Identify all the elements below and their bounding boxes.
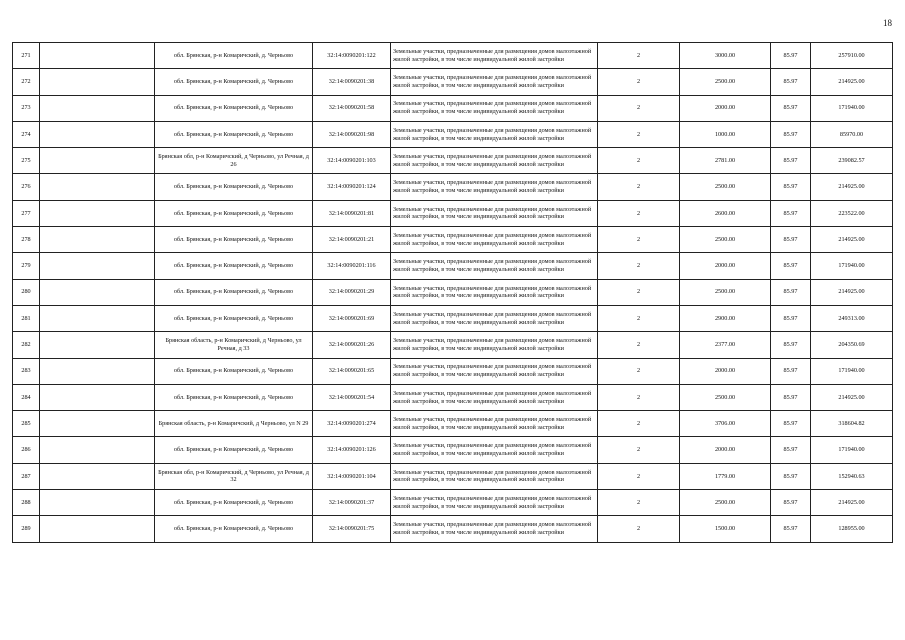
area-cell: 2500.00 (680, 227, 771, 253)
row-number-cell: 284 (13, 384, 40, 410)
address-cell: обл. Брянская, р-н Комаричский, д. Черньово (155, 174, 313, 200)
permitted-use-cell: Земельные участки, предназначенные для размещения домов малоэтажной жилой застройки, в том числе индивидуальной жилой застройки (391, 516, 598, 542)
category-cell: 2 (598, 200, 680, 226)
area-cell: 1779.00 (680, 463, 771, 489)
area-cell: 2500.00 (680, 490, 771, 516)
rate-cell: 85.97 (771, 174, 811, 200)
cadastral-value-cell: 249313.00 (811, 305, 893, 331)
table-row (13, 437, 893, 463)
rate-cell: 85.97 (771, 95, 811, 121)
rate-cell: 85.97 (771, 279, 811, 305)
permitted-use-cell: Земельные участки, предназначенные для размещения домов малоэтажной жилой застройки, в том числе индивидуальной жилой застройки (391, 384, 598, 410)
row-number-cell: 288 (13, 490, 40, 516)
table-row (13, 148, 893, 174)
cadastral-number-cell: 32:14:0090201:37 (313, 490, 391, 516)
permitted-use-cell: Земельные участки, предназначенные для размещения домов малоэтажной жилой застройки, в том числе индивидуальной жилой застройки (391, 332, 598, 358)
address-cell: обл. Брянская, р-н Комаричский, д. Черньово (155, 121, 313, 147)
category-cell: 2 (598, 148, 680, 174)
cadastral-value-cell: 214925.00 (811, 490, 893, 516)
cadastral-number-cell: 32:14:0090201:81 (313, 200, 391, 226)
permitted-use-cell: Земельные участки, предназначенные для размещения домов малоэтажной жилой застройки, в том числе индивидуальной жилой застройки (391, 305, 598, 331)
cadastral-value-cell: 204350.69 (811, 332, 893, 358)
row-number-cell: 282 (13, 332, 40, 358)
area-cell: 2000.00 (680, 437, 771, 463)
rate-cell: 85.97 (771, 148, 811, 174)
address-cell: обл. Брянская, р-н Комаричский, д. Черньово (155, 43, 313, 69)
cadastral-number-cell: 32:14:0090201:116 (313, 253, 391, 279)
cadastral-number-cell: 32:14:0090201:126 (313, 437, 391, 463)
address-cell: Брянская область, р-н Комаричский, д Черньово, ул N 29 (155, 411, 313, 437)
rate-cell: 85.97 (771, 69, 811, 95)
empty-cell (40, 384, 155, 410)
cadastral-number-cell: 32:14:0090201:38 (313, 69, 391, 95)
row-number-cell: 278 (13, 227, 40, 253)
cadastral-number-cell: 32:14:0090201:103 (313, 148, 391, 174)
area-cell: 2000.00 (680, 95, 771, 121)
empty-cell (40, 516, 155, 542)
cadastral-number-cell: 32:14:0090201:26 (313, 332, 391, 358)
area-cell: 1000.00 (680, 121, 771, 147)
permitted-use-cell: Земельные участки, предназначенные для размещения домов малоэтажной жилой застройки, в том числе индивидуальной жилой застройки (391, 69, 598, 95)
address-cell: обл. Брянская, р-н Комаричский, д. Черньово (155, 358, 313, 384)
rate-cell: 85.97 (771, 516, 811, 542)
address-cell: обл. Брянская, р-н Комаричский, д. Черньово (155, 490, 313, 516)
rate-cell: 85.97 (771, 227, 811, 253)
table-row (13, 200, 893, 226)
cadastral-value-cell: 214925.00 (811, 279, 893, 305)
cadastral-number-cell: 32:14:0090201:21 (313, 227, 391, 253)
category-cell: 2 (598, 279, 680, 305)
table-row (13, 95, 893, 121)
row-number-cell: 281 (13, 305, 40, 331)
address-cell: обл. Брянская, р-н Комаричский, д. Черньово (155, 227, 313, 253)
empty-cell (40, 358, 155, 384)
address-cell: Брянская обл, р-н Комаричский, д Черньово, ул Речная, д 26 (155, 148, 313, 174)
rate-cell: 85.97 (771, 200, 811, 226)
category-cell: 2 (598, 463, 680, 489)
rate-cell: 85.97 (771, 43, 811, 69)
cadastral-value-cell: 214925.00 (811, 384, 893, 410)
rate-cell: 85.97 (771, 121, 811, 147)
permitted-use-cell: Земельные участки, предназначенные для размещения домов малоэтажной жилой застройки, в том числе индивидуальной жилой застройки (391, 437, 598, 463)
table-row (13, 358, 893, 384)
cadastral-number-cell: 32:14:0090201:29 (313, 279, 391, 305)
empty-cell (40, 279, 155, 305)
address-cell: Брянская область, р-н Комаричский, д Черньово, ул Речная, д 33 (155, 332, 313, 358)
rate-cell: 85.97 (771, 358, 811, 384)
cadastral-value-cell: 257910.00 (811, 43, 893, 69)
row-number-cell: 289 (13, 516, 40, 542)
empty-cell (40, 490, 155, 516)
area-cell: 2781.00 (680, 148, 771, 174)
cadastral-number-cell: 32:14:0090201:124 (313, 174, 391, 200)
cadastral-value-cell: 214925.00 (811, 69, 893, 95)
table-row (13, 332, 893, 358)
cadastral-number-cell: 32:14:0090201:58 (313, 95, 391, 121)
category-cell: 2 (598, 253, 680, 279)
land-plots-table (12, 42, 893, 543)
empty-cell (40, 227, 155, 253)
table-row (13, 384, 893, 410)
cadastral-value-cell: 128955.00 (811, 516, 893, 542)
page-number: 18 (883, 18, 892, 28)
category-cell: 2 (598, 332, 680, 358)
area-cell: 2500.00 (680, 279, 771, 305)
row-number-cell: 279 (13, 253, 40, 279)
cadastral-value-cell: 152940.63 (811, 463, 893, 489)
row-number-cell: 273 (13, 95, 40, 121)
table-row (13, 69, 893, 95)
rate-cell: 85.97 (771, 305, 811, 331)
empty-cell (40, 174, 155, 200)
area-cell: 2377.00 (680, 332, 771, 358)
row-number-cell: 277 (13, 200, 40, 226)
row-number-cell: 271 (13, 43, 40, 69)
area-cell: 3706.00 (680, 411, 771, 437)
permitted-use-cell: Земельные участки, предназначенные для размещения домов малоэтажной жилой застройки, в том числе индивидуальной жилой застройки (391, 148, 598, 174)
area-cell: 2500.00 (680, 174, 771, 200)
address-cell: обл. Брянская, р-н Комаричский, д. Черньово (155, 69, 313, 95)
category-cell: 2 (598, 174, 680, 200)
permitted-use-cell: Земельные участки, предназначенные для размещения домов малоэтажной жилой застройки, в том числе индивидуальной жилой застройки (391, 200, 598, 226)
category-cell: 2 (598, 227, 680, 253)
cadastral-value-cell: 318604.82 (811, 411, 893, 437)
category-cell: 2 (598, 437, 680, 463)
empty-cell (40, 332, 155, 358)
rate-cell: 85.97 (771, 253, 811, 279)
cadastral-number-cell: 32:14:0090201:54 (313, 384, 391, 410)
rate-cell: 85.97 (771, 332, 811, 358)
cadastral-value-cell: 171940.00 (811, 437, 893, 463)
permitted-use-cell: Земельные участки, предназначенные для размещения домов малоэтажной жилой застройки, в том числе индивидуальной жилой застройки (391, 253, 598, 279)
empty-cell (40, 253, 155, 279)
address-cell: обл. Брянская, р-н Комаричский, д. Черньово (155, 384, 313, 410)
category-cell: 2 (598, 69, 680, 95)
cadastral-number-cell: 32:14:0090201:75 (313, 516, 391, 542)
address-cell: Брянская обл, р-н Комаричский, д Черньово, ул Речная, д 32 (155, 463, 313, 489)
row-number-cell: 283 (13, 358, 40, 384)
category-cell: 2 (598, 411, 680, 437)
cadastral-number-cell: 32:14:0090201:104 (313, 463, 391, 489)
row-number-cell: 287 (13, 463, 40, 489)
area-cell: 2600.00 (680, 200, 771, 226)
cadastral-value-cell: 85970.00 (811, 121, 893, 147)
address-cell: обл. Брянская, р-н Комаричский, д. Черньово (155, 279, 313, 305)
cadastral-value-cell: 171940.00 (811, 95, 893, 121)
empty-cell (40, 69, 155, 95)
table-row (13, 227, 893, 253)
category-cell: 2 (598, 384, 680, 410)
table-row (13, 279, 893, 305)
permitted-use-cell: Земельные участки, предназначенные для размещения домов малоэтажной жилой застройки, в том числе индивидуальной жилой застройки (391, 490, 598, 516)
row-number-cell: 276 (13, 174, 40, 200)
empty-cell (40, 437, 155, 463)
address-cell: обл. Брянская, р-н Комаричский, д. Черньово (155, 305, 313, 331)
table-row (13, 490, 893, 516)
cadastral-number-cell: 32:14:0090201:122 (313, 43, 391, 69)
area-cell: 2900.00 (680, 305, 771, 331)
area-cell: 3000.00 (680, 43, 771, 69)
cadastral-number-cell: 32:14:0090201:98 (313, 121, 391, 147)
row-number-cell: 272 (13, 69, 40, 95)
table-row (13, 43, 893, 69)
area-cell: 2500.00 (680, 384, 771, 410)
area-cell: 1500.00 (680, 516, 771, 542)
row-number-cell: 286 (13, 437, 40, 463)
table-row (13, 174, 893, 200)
empty-cell (40, 411, 155, 437)
rate-cell: 85.97 (771, 437, 811, 463)
cadastral-value-cell: 223522.00 (811, 200, 893, 226)
area-cell: 2500.00 (680, 69, 771, 95)
permitted-use-cell: Земельные участки, предназначенные для размещения домов малоэтажной жилой застройки, в том числе индивидуальной жилой застройки (391, 279, 598, 305)
category-cell: 2 (598, 305, 680, 331)
empty-cell (40, 148, 155, 174)
table-row (13, 253, 893, 279)
address-cell: обл. Брянская, р-н Комаричский, д. Черньово (155, 200, 313, 226)
rate-cell: 85.97 (771, 490, 811, 516)
address-cell: обл. Брянская, р-н Комаричский, д. Черньово (155, 253, 313, 279)
permitted-use-cell: Земельные участки, предназначенные для размещения домов малоэтажной жилой застройки, в том числе индивидуальной жилой застройки (391, 411, 598, 437)
area-cell: 2000.00 (680, 358, 771, 384)
empty-cell (40, 305, 155, 331)
rate-cell: 85.97 (771, 411, 811, 437)
permitted-use-cell: Земельные участки, предназначенные для размещения домов малоэтажной жилой застройки, в том числе индивидуальной жилой застройки (391, 95, 598, 121)
table-row (13, 121, 893, 147)
empty-cell (40, 200, 155, 226)
category-cell: 2 (598, 490, 680, 516)
empty-cell (40, 95, 155, 121)
table-row (13, 516, 893, 542)
permitted-use-cell: Земельные участки, предназначенные для размещения домов малоэтажной жилой застройки, в том числе индивидуальной жилой застройки (391, 174, 598, 200)
empty-cell (40, 463, 155, 489)
rate-cell: 85.97 (771, 463, 811, 489)
cadastral-number-cell: 32:14:0090201:69 (313, 305, 391, 331)
address-cell: обл. Брянская, р-н Комаричский, д. Черньово (155, 516, 313, 542)
rate-cell: 85.97 (771, 384, 811, 410)
cadastral-value-cell: 214925.00 (811, 174, 893, 200)
table-row (13, 305, 893, 331)
permitted-use-cell: Земельные участки, предназначенные для размещения домов малоэтажной жилой застройки, в том числе индивидуальной жилой застройки (391, 227, 598, 253)
category-cell: 2 (598, 516, 680, 542)
area-cell: 2000.00 (680, 253, 771, 279)
address-cell: обл. Брянская, р-н Комаричский, д. Черньово (155, 95, 313, 121)
permitted-use-cell: Земельные участки, предназначенные для размещения домов малоэтажной жилой застройки, в том числе индивидуальной жилой застройки (391, 121, 598, 147)
table-body (13, 43, 893, 543)
permitted-use-cell: Земельные участки, предназначенные для размещения домов малоэтажной жилой застройки, в том числе индивидуальной жилой застройки (391, 358, 598, 384)
empty-cell (40, 121, 155, 147)
cadastral-value-cell: 239082.57 (811, 148, 893, 174)
category-cell: 2 (598, 358, 680, 384)
address-cell: обл. Брянская, р-н Комаричский, д. Черньово (155, 437, 313, 463)
row-number-cell: 280 (13, 279, 40, 305)
cadastral-value-cell: 171940.00 (811, 253, 893, 279)
row-number-cell: 285 (13, 411, 40, 437)
category-cell: 2 (598, 43, 680, 69)
permitted-use-cell: Земельные участки, предназначенные для размещения домов малоэтажной жилой застройки, в том числе индивидуальной жилой застройки (391, 43, 598, 69)
row-number-cell: 275 (13, 148, 40, 174)
table-row (13, 411, 893, 437)
cadastral-value-cell: 214925.00 (811, 227, 893, 253)
row-number-cell: 274 (13, 121, 40, 147)
category-cell: 2 (598, 95, 680, 121)
cadastral-number-cell: 32:14:0090201:65 (313, 358, 391, 384)
empty-cell (40, 43, 155, 69)
cadastral-number-cell: 32:14:0090201:274 (313, 411, 391, 437)
permitted-use-cell: Земельные участки, предназначенные для размещения домов малоэтажной жилой застройки, в том числе индивидуальной жилой застройки (391, 463, 598, 489)
table-row (13, 463, 893, 489)
category-cell: 2 (598, 121, 680, 147)
cadastral-value-cell: 171940.00 (811, 358, 893, 384)
